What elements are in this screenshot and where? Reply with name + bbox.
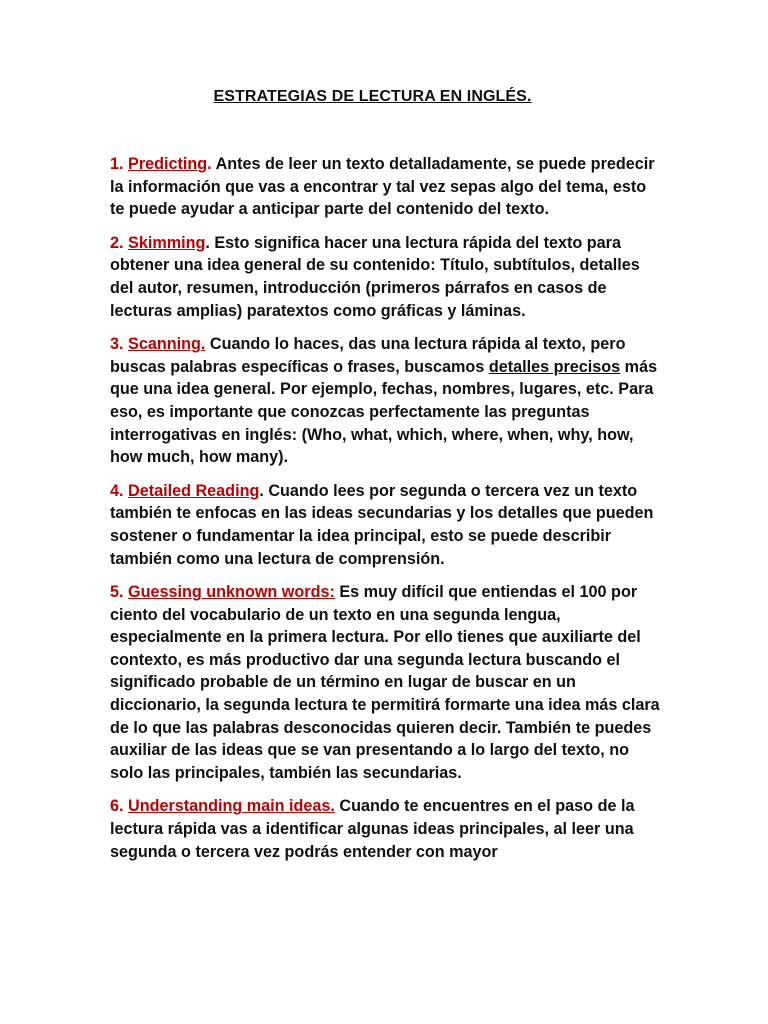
section-term: Understanding main ideas. [128,797,335,816]
section-guessing-unknown-words [110,581,662,784]
section-term: Guessing unknown words: [128,583,335,602]
section-term: Skimming [128,233,206,252]
section-number: 4. [110,481,124,500]
section-number: 3. [110,335,124,354]
section-scanning [110,333,662,469]
section-number: 6. [110,797,124,816]
section-number: 5. [110,583,124,602]
section-detailed-reading [110,480,662,570]
underlined-phrase: detalles precisos [488,357,621,376]
section-number: 1. [110,155,124,173]
section-text: Cuando te encuentres en el paso de la lectura rápida vas a identificar algunas ideas principales, al leer una segunda o tercera vez podrás entender con mayor [110,797,635,861]
term-period: . [207,155,212,173]
section-number: 2. [110,233,124,252]
section-text: Cuando lo haces, das una lectura rápida al texto, pero buscas palabras específicas o frases, buscamos [110,335,626,376]
section-text: . Esto significa hacer una lectura rápida del texto para obtener una idea general de su contenido: Título, subtítulos, detalles del autor, resumen, introducción (primeros párrafos en casos de lecturas amplias) paratextos como gráficas y láminas. [110,233,640,320]
section-text: . Cuando lees por segunda o tercera vez un texto también te enfocas en las ideas secundarias y los detalles que pueden sostener o fundamentar la idea principal, esto se puede describir también como una lectura de comprensión. [110,481,654,568]
section-predicting [110,153,662,221]
section-term: Scanning. [128,335,206,354]
section-skimming [110,232,662,322]
document-title: ESTRATEGIAS DE LECTURA EN INGLÉS. [213,88,532,105]
section-term: Predicting [128,155,208,173]
document-body [110,153,662,874]
section-understanding-main-ideas [110,795,662,863]
section-text-continued: más que una idea general. Por ejemplo, fechas, nombres, lugares, etc. Para eso, es importante que conozcas perfectamente las preguntas interrogativas en inglés: (Who, what, which, where, when, why, how, how much, how many). [110,357,658,467]
section-text: Es muy difícil que entiendas el 100 por ciento del vocabulario de un texto en una segunda lengua, especialmente en la primera lectura. Por ello tienes que auxiliarte del contexto, es más productivo dar una segunda lectura buscando el significado probable de un término en lugar de buscar en un diccionario, la segunda lectura te permitirá formarte una idea más clara de lo que las palabras desconocidas quieren decir. También te puedes auxiliar de las ideas que se van presentando a lo largo del texto, no solo las principales, también las secundarias. [110,583,660,782]
section-term: Detailed Reading [128,481,260,500]
section-text: Antes de leer un texto detalladamente, se puede predecir la información que vas a encontrar y tal vez sepas algo del tema, esto te puede ayudar a anticipar parte del contenido del texto. [110,155,655,219]
